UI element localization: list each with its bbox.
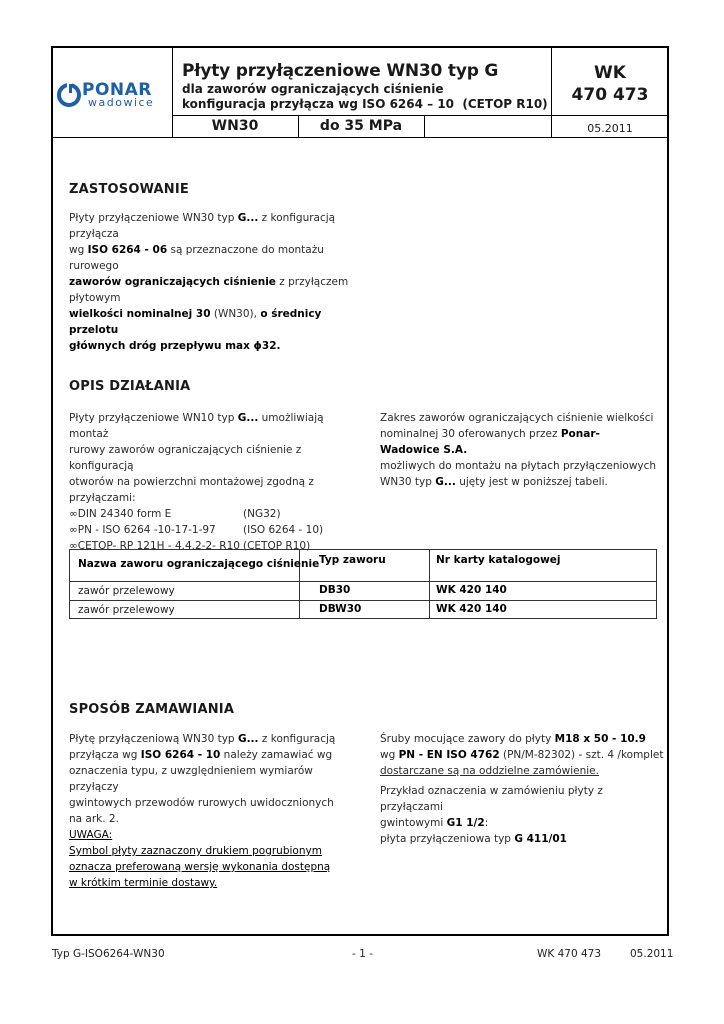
footer-page-number: - 1 - [352,948,373,960]
document-subtitle-2 [182,97,548,112]
document-title: Płyty przyłączeniowe WN30 typ G [182,61,499,81]
catalog-code-number: 470 473 [571,85,649,105]
table-header-name: Nazwa zaworu ograniczającego ciśnienie [78,558,320,570]
note-line-1: Symbol płyty zaznaczony drukiem pogrubionym [69,845,322,857]
footer-doc-type: Typ G-ISO6264-WN30 [52,948,165,960]
valve-table [69,549,657,619]
section-heading-zastosowanie: ZASTOSOWANIE [69,182,189,197]
opis-right-text: Zakres zaworów ograniczających ciśnienie wielkości nominalnej 30 oferowanych przez Ponar- Wadowice S.A. możliwych do montażu na płytach przyłączeniowych WN30 typ G... ujęty jest w poniższej tabeli. [380,412,657,488]
catalog-code-prefix: WK [594,63,626,83]
header-mid-line [172,115,668,116]
standard-din: ∞DIN 24340 form E (NG32) [69,508,281,520]
footer-catalog-code: WK 470 473 [537,948,602,960]
header-bottom-line [52,137,668,138]
table-row-2-catalog: WK 420 140 [436,603,507,615]
catalog-code [552,62,668,106]
standard-pn: ∞PN - ISO 6264 -10-17-1-97 (ISO 6264 - 10) [69,524,324,536]
ponar-logo-mark-icon [56,82,82,108]
opis-left-text: Płyty przyłączeniowe WN10 typ G... umożliwiają montaż rurowy zaworów ograniczających ciśnienie z konfiguracją otworów na powierzchni montażowej zgodną z przyłączami: ∞DIN 24340 form E (NG32) ∞PN - ISO 6264 -10-17-1-97 (ISO 6264 - 10) ∞CETOP- RP 121H - 4.4.2-2- R10 (CETOP R10) [69,410,359,554]
issue-date: 05.2011 [587,122,633,135]
brand-name: PONAR [82,80,152,100]
zastosowanie-text: Płyty przyłączeniowe WN30 typ G... z konfiguracją przyłącza wg ISO 6264 - 06 są przeznaczone do montażu rurowego zaworów ograniczających ciśnienie z przyłączem płytowym wielkości nominalnej 30 (WN30), o średnicy przelotu głównych dróg przepływu max ϕ32. [69,212,349,352]
standard-cetop: ∞CETOP- RP 121H - 4.4.2-2- R10 (CETOP R10) [69,540,311,552]
uwaga-label: UWAGA: [69,829,113,841]
table-header-divider [70,581,656,582]
table-row-divider [70,600,656,601]
subtitle-cetop: (CETOP R10) [462,97,548,111]
table-row-1-name: zawór przelewowy [78,585,175,597]
table-row-1-catalog: WK 420 140 [436,584,507,596]
max-pressure: do 35 MPa [319,118,403,134]
document-subtitle-1: dla zaworów ograniczających ciśnienie [182,82,444,96]
header-divider-pressure [424,115,425,137]
sposob-left-text: Płytę przyłączeniową WN30 typ G... z konfiguracją przyłącza wg ISO 6264 - 10 należy zamawiać wg oznaczenia typu, z uwzględnieniem wymiarów przyłączy gwintowych przewodów rurowych uwidocznionych na ark. 2. UWAGA: Symbol płyty zaznaczony drukiem pogrubionym oznacza preferowaną wersję wykonania dostępną w krótkim terminie dostawy. [69,731,359,891]
note-line-2: oznacza preferowaną wersję wykonania dostępną [69,861,331,873]
sposob-right-text: Śruby mocujące zawory do płyty M18 x 50 - 10.9 wg PN - EN ISO 4762 (PN/M-82302) - szt. 4 /komplet dostarczane są na oddzielne zamówienie. Przykład oznaczenia w zamówieniu płyty z przyłączami gwintowymi G1 1/2: płyta przyłączeniowa typ G 411/01 [380,733,664,845]
section-heading-sposob: SPOSÓB ZAMAWIANIA [69,702,235,717]
nominal-size: WN30 [211,118,259,134]
note-line-3: w krótkim terminie dostawy. [69,877,218,889]
company-logo [56,80,168,110]
subtitle-iso: konfiguracja przyłącza wg ISO 6264 – 10 [182,97,455,111]
table-header-type: Typ zaworu [319,554,386,566]
footer-date: 05.2011 [630,948,674,960]
table-header-catalog: Nr karty katalogowej [436,554,561,566]
table-row-2-type: DBW30 [319,603,362,615]
table-col-divider-2 [429,550,430,618]
brand-city: wadowice [88,96,155,109]
table-row-2-name: zawór przelewowy [78,604,175,616]
section-heading-opis: OPIS DZIAŁANIA [69,379,191,394]
table-row-1-type: DB30 [319,584,351,596]
